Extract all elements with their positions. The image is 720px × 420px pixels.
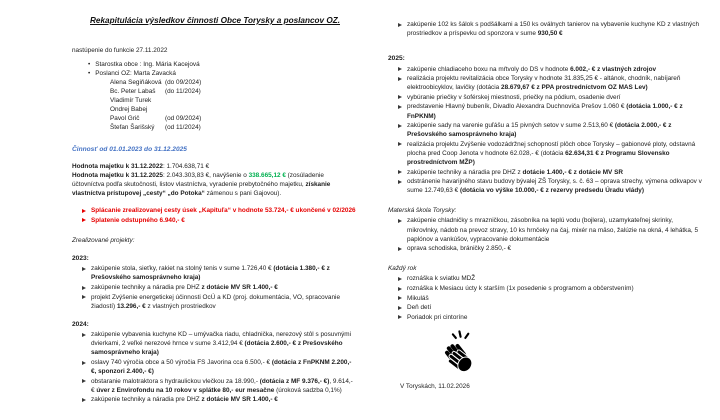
arrow-bullet-icon: [82, 361, 86, 365]
list-item: [398, 274, 704, 283]
arrow-bullet-icon: [82, 267, 86, 271]
list-item: [398, 168, 704, 177]
asset-2022-line: Hodnota majetku k 31.12.2022: 1.704.638,71 €: [72, 162, 210, 170]
list-item-text: realizácia projektu revitalizácia obce Torysky v hodnote 31.835,25 € - altánok, chodník, nabíjareň elektroobicyklov, lavičky (dotácia 28.679,67 € z PPA prostredníctvom OZ MAS Lev): [407, 75, 681, 92]
list-item-text: Splácanie zrealizovanej cesty úsek „Kapituľa“ v hodnote 53.724,- € ukončené v 02/2026: [91, 207, 356, 215]
projects-2023-list: [72, 264, 358, 310]
member-note: (do 09/2024): [165, 78, 202, 86]
list-item: [398, 74, 704, 92]
list-item: [82, 264, 358, 282]
projects-heading: Zrealizované projekty:: [72, 236, 135, 244]
year-2023-label: 2023:: [72, 255, 89, 262]
arrow-bullet-icon: [82, 295, 86, 299]
asset-value-paragraph: [72, 162, 358, 198]
arrow-bullet-icon: [82, 379, 86, 383]
list-item-text: Deň detí: [407, 304, 432, 312]
member-row: [110, 105, 358, 114]
page-title: Rekapitulácia výsledkov činnosti Obce Torysky a poslancov OZ.: [90, 16, 340, 25]
list-item-text: zakúpenie techniky a náradia pre DHZ z dotácie MV SR 1.400,- €: [91, 284, 278, 292]
list-item: [398, 121, 704, 139]
list-item: [398, 284, 704, 293]
list-item: [398, 20, 704, 38]
list-item-text: odstránenie havarijného stavu budovy bývalej ZŠ Torysky, s. č. 63 – oprava strechy, výmena odkvapov v sume 12.749,63 € (dotácia vo výške 10.000,- € z rezervy predsedu Úradu vlády): [407, 178, 702, 195]
member-row: [110, 123, 358, 132]
official-mayor: Starostka obce : Ing. Mária Kacejová: [95, 60, 200, 68]
list-item: [398, 65, 704, 74]
council-members: [110, 78, 358, 133]
arrow-bullet-icon: [398, 124, 402, 128]
arrow-bullet-icon: [398, 77, 402, 81]
member-row: [110, 96, 358, 105]
list-item-text: zakúpenie sady na varenie guľášu a 15 pivných setov v sume 2.513,60 € (dotácia 2.000,- € z Prešovského samosprávneho kraja): [407, 122, 672, 139]
dot-bullet-icon: •: [88, 60, 91, 68]
arrow-bullet-icon: [398, 296, 402, 300]
arrow-bullet-icon: [398, 315, 402, 319]
list-item: [398, 294, 704, 303]
list-item: [82, 330, 358, 357]
list-item: [398, 102, 704, 120]
dot-bullet-icon: •: [88, 69, 91, 77]
tenure-line: nastúpenie do funkcie 27.11.2022: [72, 46, 168, 54]
arrow-bullet-icon: [398, 306, 402, 310]
arrow-bullet-icon: [398, 170, 402, 174]
asset-2025-line: Hodnota majetku k 31.12.2025: 2.043.303,83 €, navýšenie o 338.665,12 € (zosúladenie účtovníctva podľa skutočnosti, listov vlastníctva, vyradenie prebytočného majetku, získanie vlastníctva prístupovej „cesty“ „do Potoka“ zámenou s pani Gajovou).: [72, 171, 331, 198]
member-note: (do 11/2024): [165, 88, 201, 96]
list-item-text: zakúpenie vybavenia kuchyne KD – umývačka riadu, chladnička, nerezový stôl s posuvnými dvierkami, 2 veľké nerezové hrnce v sume 3.412,94 € (dotácia 2.600,- € z Prešovského samosprávneho kraja): [91, 331, 352, 357]
list-item: [398, 93, 704, 102]
kindergarten-heading: Materská škola Torysky:: [388, 207, 457, 215]
kindergarten-list: [388, 216, 704, 253]
member-row: [110, 114, 358, 123]
projects-2024-list: [72, 330, 358, 404]
arrow-bullet-icon: [398, 219, 402, 223]
officials-list: [88, 60, 358, 78]
arrow-bullet-icon: [398, 247, 402, 251]
arrow-bullet-icon: [398, 23, 402, 27]
list-item-text: oprava schodiska, bráničky 2.850,- €: [407, 245, 512, 253]
list-item: [398, 303, 704, 312]
year-2025-label: 2025:: [388, 55, 405, 63]
member-name: Ondrej Babej: [110, 106, 148, 114]
member-name: Vladimír Turek: [110, 97, 152, 105]
member-note: (od 09/2024): [165, 115, 202, 123]
list-item-text: vybúranie priečky v šoférskej miestnosti, priečky na pódium, osadenie dverí: [407, 93, 621, 101]
projects-2024-continued-list: [388, 20, 704, 38]
member-name: Alena Segiňáková: [110, 78, 162, 86]
official-council: Poslanci OZ: Marta Zavacká: [95, 69, 176, 77]
list-item-text: zakúpenie stola, sieťky, rakiet na stolný tenis v sume 1.726,40 € (dotácia 1.380,- € z Prešovského samosprávneho kraja): [91, 265, 330, 282]
activity-period-heading: Činnosť od 01.01.2023 do 31.12.2025: [72, 146, 187, 154]
arrow-bullet-icon: [398, 142, 402, 146]
member-row: [110, 78, 358, 87]
list-item-text: obstaranie malotraktora s hydraulickou vlečkou za 18.990,- (dotácia z MF 9.376,- €), 9.614,- € úver z Envirofondu na 10 rokov v splátke 80,- eur mesačne (úroková sadzba 0,1%): [91, 377, 353, 394]
member-name: Pavol Grič: [110, 115, 140, 123]
arrow-bullet-icon: [82, 218, 86, 222]
arrow-bullet-icon: [82, 398, 86, 402]
arrow-bullet-icon: [398, 95, 402, 99]
list-item: [82, 377, 358, 395]
arrow-bullet-icon: [82, 333, 86, 337]
list-item-text: roznáška k Mesiacu úcty k starším (1x posedenie s programom a občerstvením): [407, 285, 634, 293]
list-item: [88, 69, 358, 78]
left-column: [72, 0, 358, 405]
list-item-text: zakúpenie techniky a náradia pre DHZ z dotácie 1.400,- € z dotácie MV SR: [407, 168, 623, 176]
list-item-text: roznáška k sviatku MDŽ: [407, 275, 476, 283]
list-item-text: Mikuláš: [407, 294, 429, 302]
list-item-text: oslavy 740 výročia obce a 50 výročia FS Javorina cca 6.500,- € (dotácia z FnPKNM 2.200,- €, sponzori 2.400,- €): [91, 358, 352, 376]
list-item-text: zakúpenie chladiaceho boxu na mŕtvoly do DS v hodnote 6.002,- € z vlastných zdrojov: [407, 65, 657, 73]
every-year-heading: Každý rok: [388, 265, 417, 273]
year-2024-label: 2024:: [72, 320, 89, 328]
projects-2025-list: [388, 65, 704, 196]
list-item: [82, 283, 358, 292]
member-note: (od 11/2024): [165, 124, 201, 132]
member-name: Bc. Peter Labaš: [110, 88, 156, 96]
date-place-line: V Toryskách, 11.02.2026: [400, 382, 470, 390]
list-item: [398, 216, 704, 243]
list-item-text: realizácia projektu Zvýšenie vodozádržnej schopností plôch obce Torysky – gabionové ploty, odstavná plocha pred Coop Jenota v hodnote 62.028,- € (dotácia 62.634,31 € z Programu Slovensko prostredníctvom MŽP): [407, 140, 696, 166]
arrow-bullet-icon: [398, 105, 402, 109]
arrow-bullet-icon: [82, 209, 86, 213]
list-item-text: projekt Zvýšenie energetickej účinnosti OcÚ a KD (proj. dokumentácia, VO, spracovanie žiadostí) 13.296,- € z vlastných prostriedkov: [91, 293, 340, 310]
list-item: [82, 358, 358, 376]
list-item: [82, 293, 358, 311]
arrow-bullet-icon: [398, 180, 402, 184]
list-item: [88, 60, 358, 69]
right-column: [388, 0, 704, 391]
list-item: [398, 244, 704, 253]
arrow-bullet-icon: [398, 67, 402, 71]
arrow-bullet-icon: [398, 277, 402, 281]
clapping-hands-icon: [441, 328, 479, 374]
every-year-list: [388, 274, 704, 321]
list-item-text: zakúpenie techniky a náradia pre DHZ z dotácie MV SR 1.400,- €: [91, 396, 278, 404]
arrow-bullet-icon: [398, 287, 402, 291]
repayment-list: [72, 206, 358, 225]
list-item: [398, 177, 704, 195]
member-name: Štefan Šarišský: [110, 124, 155, 132]
list-item-text: zakúpenie 102 ks šálok s podšálkami a 150 ks oválnych tanierov na vybavenie kuchyne KD z vlastných prostriedkov a príspevku od sponzora v sume 930,50 €: [407, 21, 700, 38]
arrow-bullet-icon: [82, 286, 86, 290]
list-item-text: predstavenie Hlavný bubeník, Divadlo Alexandra Duchnoviča Prešov 1.060 € (dotácia 1.000,- € z FnPKNM): [407, 103, 683, 120]
list-item-text: Poriadok pri cintoríne: [407, 313, 468, 321]
list-item: [398, 140, 704, 167]
list-item-text: zakúpenie chladničky s mrazničkou, zásobníka na teplú vodu (bojlera), uzamykateľnej skrinky, mikrovlnky, nádob na prevoz stravy, 10 ks hrnčeky na čaj, mixér na mäso, žalúzie na okná, 4 lehátka, 5 paplónov a vankúšov, vypracovanie dokumentácie: [407, 217, 699, 243]
list-item: [82, 395, 358, 404]
list-item: [82, 216, 358, 225]
list-item: [82, 206, 358, 215]
list-item-text: Splatenie odstupného 6.940,- €: [91, 216, 185, 224]
list-item: [398, 313, 704, 322]
member-row: [110, 87, 358, 96]
